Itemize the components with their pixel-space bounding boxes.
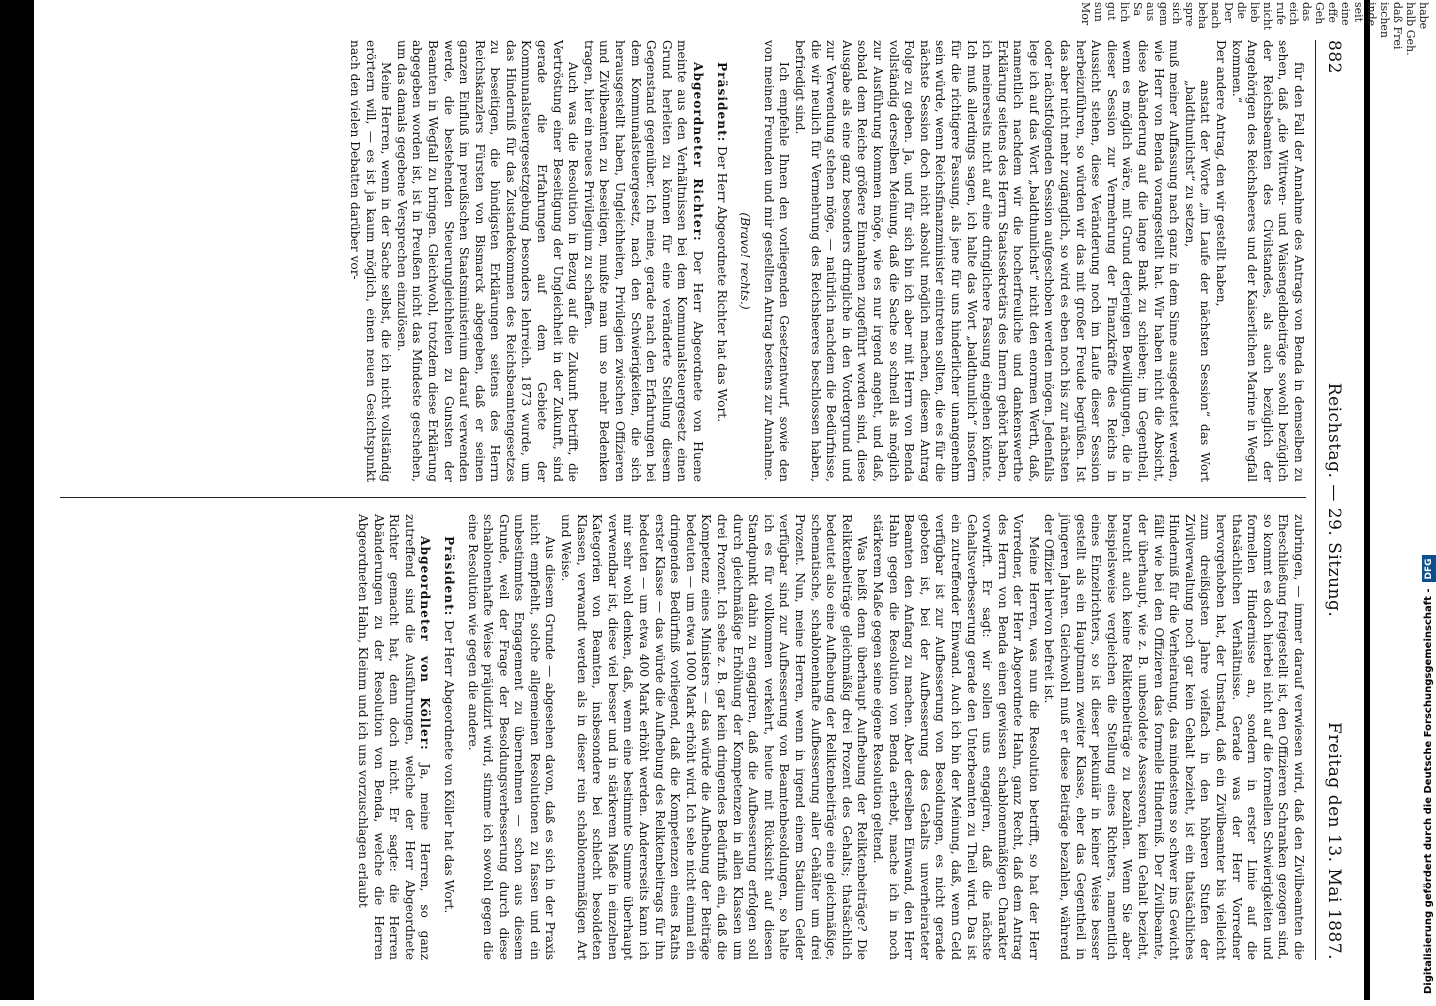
- neighbor-line: eine: [1339, 2, 1352, 26]
- neighbor-line: sun: [1092, 2, 1105, 22]
- speech-text: Der Herr Abgeordnete von Huene meinte aus den Verhältnissen bei dem Kommunalsteuergesetz einen Grund herleiten zu können für eine veränderte Stellung diesem Gegenstand gegenüber. Ich meine, gerade nach den Erfahrungen bei dem Kommunalsteuergesetz, nach den Schwierigkeiten, die sich herausgestellt haben, Ungleichheiten, Privilegien zwischen Offizieren und Zivilbeamten zu beseitigen, mußte man um so mehr Bedenken tragen, hier ein neues Privilegium zu schaffen.: [581, 40, 706, 482]
- paragraph: zubringen, — immer darauf verwiesen wird, daß den Zivilbeamten die Eheschließung freigestellt ist, den Offizieren Schranken gezogen sind, so kommt es doch hierbei nicht auf die formellen Schwierigkeiten und formellen Hindernisse an, sondern in erster Linie auf die thatsächlichen Verhältnisse. Gerade was der Herr Vorredner hervorgehoben hat, der Umstand, daß ein Zivilbeamter bis vielleicht zum dreißigsten Jahre vielfach in den höheren Stufen der Zivilverwaltung noch gar kein Gehalt bezieht, ist ein thatsächliches Hinderniß für die Verheiratung, das mindestens so schwer ins Gewicht fällt wie bei den Offizieren das formelle Hinderniß. Der Zivilbeamte, der überhaupt, wie z. B. unbesoldete Assessoren, kein Gehalt bezieht, braucht auch keine Reliktenbeiträge zu bezahlen. Wenn Sie aber beispielsweise vergleichen die Stellung eines Richters, namentlich eines Einzelrichters, so ist dieser pekuniär in keiner Weise besser gestellt als ein Hauptmann zweiter Klasse, eher das Gegentheil in jüngeren Jahren. Gleichwohl muß er diese Beiträge bezahlen, während der Offizier hiervon befreit ist.: [1042, 514, 1306, 960]
- scan-border-left: [0, 0, 34, 1000]
- neighbor-line: Sa: [1131, 2, 1144, 17]
- dfg-logo: DFG: [1422, 555, 1436, 582]
- digitization-credit: [1416, 0, 1434, 1000]
- paragraph: Meine Herren, wenn in der Sache selbst, die ich nicht vollständig erörtern will, — es ist ja kaum möglich, einen neuen Gesichtspunkt nach den vielen Debatten darüber vor-: [347, 40, 394, 482]
- paragraph-speech: [354, 514, 432, 960]
- neighbor-line: spre: [1183, 2, 1196, 27]
- speech-text: Der Herr Abgeordnete von Köller hat das Wort.: [441, 620, 456, 914]
- neighbor-line: sich: [1170, 2, 1183, 25]
- neighbor-line: halb Geh.: [1404, 2, 1417, 56]
- paragraph: Auch was die Resolution in Bezug auf die Zukunft betrifft, die Vertröstung einer Beseitigung der Ungleichheit in der Zukunft, sind gerade die Erfahrungen auf dem Gebiete der Kommunalsteuergesetzgebung besonders lehrreich. 1873 wurde, um das Hinderniß für das Zustandekommen des Reichsbeamtengesetzes zu beseitigen, die bündigsten Erklärungen seitens des Herrn Reichskanzlers Fürsten von Bismarck abgegeben, daß er seinen ganzen Einfluß im preußischen Staatsministerium darauf verwenden werde, die bestehenden Steuerungleichheiten zu Gunsten der Beamten in Wegfall zu bringen. Gleichwohl, trotzdem diese Erklärung abgegeben worden ist, ist in Preußen nicht das Mindeste geschehen, um das damals gegebene Versprechen einzulösen.: [394, 40, 581, 482]
- neighbor-line: gut: [1105, 2, 1118, 21]
- neighbor-line: Der: [1222, 2, 1235, 23]
- speaker-label: Abgeordneter von Köller:: [418, 536, 433, 751]
- paragraph: Der andere Antrag, den wir gestellt haben,: [1214, 40, 1229, 307]
- paragraph: Was heißt denn überhaupt Aufhebung der Reliktenbeiträge? Die Reliktenbeiträge gleichmäßig drei Prozent des Gehalts; thatsächlich bedeutet also eine Aufhebung der Reliktenbeiträge eine gleichmäßige, schematische, schablonenhafte Aufbesserung aller Gehälter um drei Prozent. Nun, meine Herren, wenn in irgend einem Stadium Gelder verfügbar sind zur Aufbesserung von Beamtenbesoldungen, so halte ich es für vollkommen verkehrt, heute mit Rücksicht auf diesen Standpunkt dahin zu engagiren, daß die Aufbesserung erfolgen soll durch gleichmäßige Erhöhung der Kompetenzen in allen Klassen um drei Prozent. Ich sehe z. B. gar kein dringendes Bedürfniß ein, daß die Kompetenz eines Ministers — das würde die Aufhebung der Beiträge bedeuten — um etwa 1000 Mark erhöht wird. Ich sehe nicht einmal ein dringendes Bedürfniß vorliegend, daß die Kompetenzen eines Raths erster Klasse — das würde die Aufhebung des Reliktenbeitrags für ihn bedeuten — um etwa 400 Mark erhöht werden. Andererseits kann ich mir sehr wohl denken, daß, wenn eine bestimmte Summe überhaupt verwendbar ist, diese viel besser und in stärkerem Maße in einzelnen Kategorien von Beamten, insbesondere bei schlecht besoldeten Klassen, verwandt werden als in dieser rein schablonenmäßigen Art und Weise.: [559, 514, 870, 960]
- neighbor-line: aus: [1144, 2, 1157, 22]
- neighbor-line: effe: [1326, 2, 1339, 23]
- paragraph: muß meiner Auffassung nach ganz in dem Sinne ausgedeutet werden, wie Herr von Benda vorangestellt hat. Wir haben nicht die Absicht, diese Abänderung auf die lange Bank zu schieben; im Gegentheil, wenn es möglich wäre, mit Grund derjenigen Bewilligungen, die in dieser Session zur Vermehrung der Finanzkräfte des Reichs in Aussicht stehen, diese Veränderung noch im Laufe dieser Session herbeizuführen, so würden wir das mit großer Freude begrüßen. Ist das aber nicht mehr zugänglich, so wird es eben noch bis zur nächsten oder nächstfolgenden Session aufgeschoben werden mögen. Jedenfalls lege ich auf das Wort „baldthunlichst“ nicht den enormen Werth, daß, namentlich nachdem wir die hocherfreuliche und dankenswerthe Erklärung seitens des Herrn Staatssekretärs des Innern gehört haben, ich meinerseits nicht auf eine dringlichere Fassung eingehen könnte. Ich muß allerdings sagen, ich halte das Wort „baldthunlich“ insofern für die richtigere Fassung, als jene für uns hinderlicher unangenehm sein würde, wenn Reichsfinanzminister eintreten sollten, die es für die nächste Session doch nicht absolut möglich machen, diesem Antrag Folge zu geben. Ja, und für sich bin ich aber mit Herrn von Benda vollständig derselben Meinung, daß die Sache so schnell als möglich zur Ausführung kommen möge, wie es nur irgend angeht, und daß, sobald dem Reiche größere Einnahmen zugeführt worden sind, diese Ausgabe als eine ganz besonders dringliche in den Vordergrund und zur Verwendung stehen möge, — natürlich nachdem die Bedürfnisse, die wir neulich für Vermehrung des Reichsheeres beschlossen haben, befriedigt sind.: [793, 40, 1182, 482]
- neighbor-line: lich: [1118, 2, 1131, 23]
- neighbor-line: habe: [1417, 2, 1430, 30]
- paragraph-president: [713, 40, 729, 482]
- neighbor-line: seit: [1352, 2, 1365, 23]
- speaker-label: Präsident:: [714, 62, 729, 143]
- credit-text: Digitalisierung gefördert durch die Deutsche Forschungsgemeinschaft -: [1423, 588, 1434, 994]
- neighbor-line: lieb: [1248, 2, 1261, 23]
- speaker-label: Abgeordneter Richter:: [691, 62, 706, 242]
- neighbor-line: nicht: [1261, 2, 1274, 31]
- quoted-amendment: anstatt der Worte „im Laufe der nächsten Session“ das Wort „baldthunlichst“ zu setzen,: [1182, 80, 1213, 482]
- paragraph: Aus diesem Grunde — abgesehen davon, daß es sich in der Praxis nicht empfiehlt, solche allgemeinen Resolutionen zu fassen und ein unbestimmtes Engagement zu übernehmen — schon aus diesem Grunde, weil der Frage der Besoldungsverbesserung durch diese schablonenhafte Weise präjudizirt wird, stimme ich sowohl gegen die eine Resolution wie gegen die andere.: [465, 514, 558, 960]
- date-line: Freitag den 13. Mai 1887.: [1324, 722, 1344, 960]
- neighbor-line: daß Frei: [1391, 2, 1404, 50]
- applause-note: (Bravo! rechts.): [738, 212, 753, 310]
- neighbor-line: eich: [1287, 2, 1300, 26]
- paragraph: Meine Herren, was nun die Resolution betrifft, so hat der Herr Vorredner, der Herr Abgeordnete Hahn, ganz Recht, daß dem Antrag des Herrn von Benda einen gewissen schablonenmäßigen Charakter vorwirft. Er sagt: wir sollen uns engagiren, daß die nächste Gehaltsverbesserung gerade den Unterbeamten zu Theil wird. Das ist ein zutreffender Einwand. Auch ich bin der Meinung, daß, wenn Geld verfügbar ist zur Aufbesserung von Besoldungen, es nicht gerade geboten ist, bei der Aufbesserung des Gehalts unverheirateter Beamten den Anfang zu machen. Aber derselben Einwand, den Herr Hahn gegen die Resolution von Benda erhebt, mache ich in noch stärkerem Maße gegen seine eigene Resolution geltend.: [870, 514, 1041, 960]
- speech-text: Ja, meine Herren, so ganz zutreffend sind die Ausführungen, welche der Herr Abgeordnete Richter gemacht hat, denn doch nicht. Er sagte: die Herren Abänderungen zu der Resolution von Benda, welche die Herren Abgeordneten Hahn, Kleinm und ich uns vorzuschlagen erlaubt: [355, 514, 433, 960]
- paragraph-speech: [580, 40, 705, 482]
- neighbor-line: Mor: [1079, 2, 1092, 26]
- neighbor-line: Geh: [1313, 2, 1326, 25]
- paragraph: Ich empfehle Ihnen den vorliegenden Gesetzentwurf, sowie den von meinen Freunden und mir gestellten Antrag bestens zur Annahme.: [761, 40, 792, 482]
- neighbor-line: nach: [1209, 2, 1222, 29]
- neighbor-line: die: [1235, 2, 1248, 20]
- neighbor-line: das: [1300, 2, 1313, 22]
- paragraph: für den Fall der Annahme des Antrags von Benda in demselben zu sehen, daß „die Wittwen- und Waisengeldbeiträge sowohl bezüglich der Reichsbeamten des Civilstandes, als auch bezüglich der Angehörigen des Reichsheeres und der Kaiserlichen Marine in Wegfall kommen.“: [1229, 40, 1306, 482]
- session-title: Reichstag. — 29. Sitzung.: [1324, 382, 1344, 618]
- paragraph-president: [440, 514, 456, 960]
- speaker-label: Präsident:: [441, 536, 456, 617]
- page-number: 882: [1324, 40, 1344, 74]
- neighbor-line: rufe: [1274, 2, 1287, 25]
- neighbor-line: beha: [1196, 2, 1209, 30]
- neighbor-line: inde: [1365, 2, 1378, 27]
- neighbor-line: ischen: [1378, 2, 1391, 39]
- speech-text: Der Herr Abgeordnete Richter hat das Wort.: [714, 146, 729, 423]
- neighbor-line: gem: [1157, 2, 1170, 26]
